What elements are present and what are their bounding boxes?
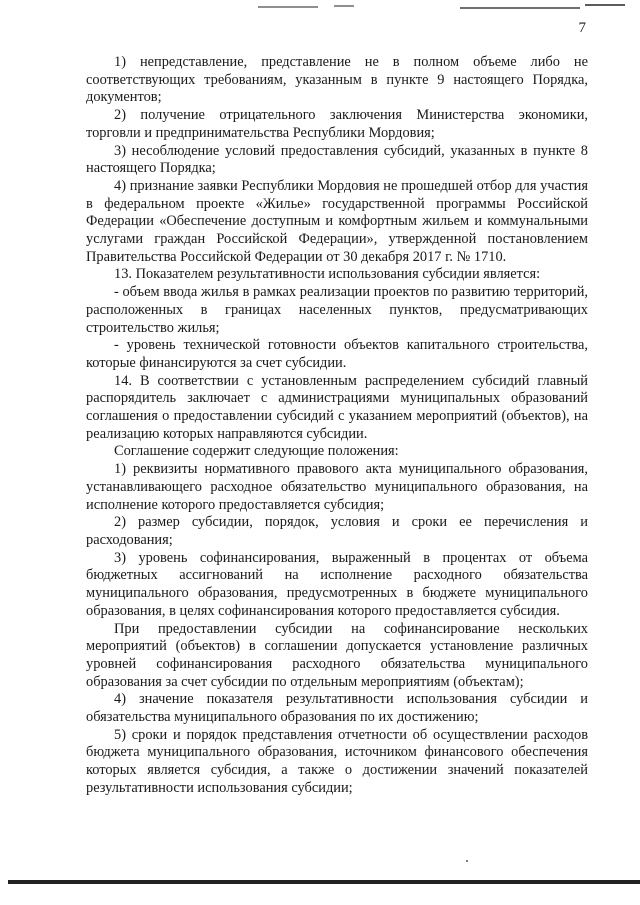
paragraph: При предоставлении субсидии на софинансирование нескольких мероприятий (объектов) в соглашении допускается установление различных уровней софинансирования расходного обязательства муниципального образования за счет субсидии по отдельным мероприятиям (объектам); [86, 620, 588, 690]
scan-speck [466, 860, 468, 862]
scan-artifact-top [0, 0, 640, 14]
paragraph: Соглашение содержит следующие положения: [114, 443, 399, 460]
paragraph: 5) сроки и порядок представления отчетности об осуществлении расходов бюджета муниципального образования, источником финансового обеспечения которых является субсидия, а также о достижении значений показателей результативности использования субсидии; [86, 726, 588, 796]
page-number: 7 [578, 20, 586, 36]
paragraph: 3) несоблюдение условий предоставления субсидий, указанных в пункте 8 настоящего Порядка; [86, 142, 588, 177]
scan-edge-bottom [8, 880, 640, 884]
paragraph: 2) размер субсидии, порядок, условия и сроки ее перечисления и расходования; [86, 514, 588, 548]
paragraph: 4) значение показателя результативности использования субсидии и обязательства муниципального образования по их достижению; [86, 691, 588, 726]
paragraph: 1) реквизиты нормативного правового акта муниципального образования, устанавливающего расходное обязательство муниципального образования, на исполнение которого предоставляется субсидия; [86, 461, 588, 513]
paragraph: - уровень технической готовности объектов капитального строительства, которые финансируются за счет субсидии. [86, 337, 588, 371]
paragraph: 1) непредставление, представление не в полном объеме либо не соответствующих требованиям, указанным в пункте 9 настоящего Порядка, документов; [86, 54, 588, 106]
paragraph: 3) уровень софинансирования, выраженный в процентах от объема бюджетных ассигнований на исполнение расходного обязательства муниципального образования, предусмотренных в бюджете муниципального образования, в целях софинансирования которого предоставляется субсидия. [86, 549, 588, 619]
paragraph: 13. Показателем результативности использования субсидии является: [114, 266, 541, 283]
paragraph: - объем ввода жилья в рамках реализации проектов по развитию территорий, расположенных в границах населенных пунктов, предусматривающих строительство жилья; [86, 284, 588, 336]
paragraph: 14. В соответствии с установленным распределением субсидий главный распорядитель заключает с администрациями муниципальных образований соглашения о предоставлении субсидий с указанием мероприятий (объектов), на реализацию которых направляются субсидии. [86, 372, 588, 442]
document-body [86, 54, 588, 798]
paragraph: 2) получение отрицательного заключения Министерства экономики, торговли и предпринимательства Республики Мордовия; [86, 107, 588, 141]
paragraph: 4) признание заявки Республики Мордовия не прошедшей отбор для участия в федеральном проекте «Жилье» государственной программы Российской Федерации «Обеспечение доступным и комфортным жильем и коммунальными услугами граждан Российской Федерации», утвержденной постановлением Правительства Российской Федерации от 30 декабря 2017 г. № 1710. [86, 177, 588, 265]
